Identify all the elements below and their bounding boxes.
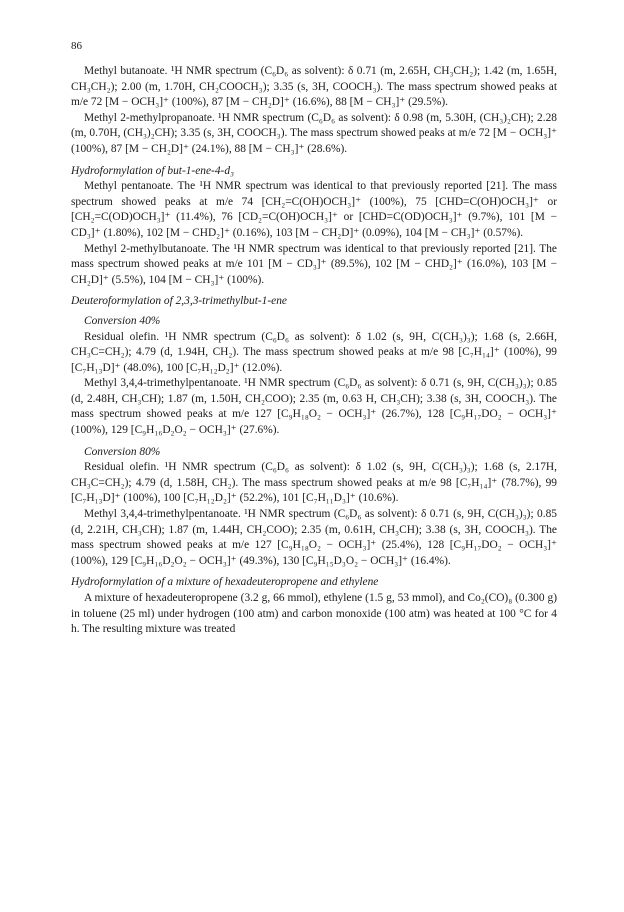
section-heading-hydroformylation-butene: Hydroformylation of but-1-ene-4-d₃ <box>71 164 234 177</box>
paragraph-residual-olefin-40: Residual olefin. ¹H NMR spectrum (C₆D₆ as solvent): δ 1.02 (s, 9H, C(CH₃)₃); 1.68 (s, 2.66H, CH₃C=CH₂); 4.79 (d, 1.94H, CH₂). The mass spectrum showed peaks at m/e 98 [C₇H₁₄]⁺ (100%), 99 [C₇H₁₃D]⁺ (48.0%), 100 [C₇H₁₂D₂]⁺ (12.0%). <box>71 330 557 374</box>
paragraph-trimethylpentanoate-40: Methyl 3,4,4-trimethylpentanoate. ¹H NMR spectrum (C₆D₆ as solvent): δ 0.71 (s, 9H, C(CH₃)₃); 0.85 (d, 2.48H, CH₃CH); 1.87 (m, 1.50H, CH₂COO); 2.35 (m, 0.63 H, CH₃CH); 3.38 (s, 3H, COOCH₃). The mass spectrum showed peaks at m/e 127 [C₉H₁₈O₂ − OCH₃]⁺ (26.7%), 128 [C₉H₁₇DO₂ − OCH₃]⁺ (100%), 129 [C₉H₁₆D₂O₂ − OCH₃]⁺ (27.6%). <box>71 377 557 437</box>
paragraph-mixture-procedure: A mixture of hexadeuteropropene (3.2 g, 66 mmol), ethylene (1.5 g, 53 mmol), and Co₂(CO)₈ (0.300 g) in toluene (25 ml) under hydrogen (100 atm) and carbon monoxide (100 atm) was heated at 100 °C for 4 h. The resulting mixture was treated <box>71 592 557 636</box>
paragraph-methyl-butanoate: Methyl butanoate. ¹H NMR spectrum (C₆D₆ as solvent): δ 0.71 (m, 2.65H, CH₃CH₂); 1.42 (m, 1.65H, CH₃CH₂); 2.00 (m, 1.70H, CH₂COOCH₃); 3.35 (s, 3H, COOCH₃). The mass spectrum showed peaks at m/e 72 [M − OCH₃]⁺ (100%), 87 [M − CH₂D]⁺ (16.6%), 88 [M − CH₃]⁺ (29.5%). <box>71 65 557 109</box>
page-number: 86 <box>71 40 82 52</box>
body-text <box>71 64 557 638</box>
paragraph-residual-olefin-80: Residual olefin. ¹H NMR spectrum (C₆D₆ as solvent): δ 1.02 (s, 9H, C(CH₃)₃); 1.68 (s, 2.17H, CH₃C=CH₂); 4.79 (d, 1.58H, CH₂). The mass spectrum showed peaks at m/e 98 [C₇H₁₄]⁺ (78.7%), 99 [C₇H₁₃D]⁺ (100%), 100 [C₇H₁₂D₂]⁺ (52.2%), 101 [C₇H₁₁D₃]⁺ (10.6%). <box>71 461 557 505</box>
paragraph-methyl-pentanoate: Methyl pentanoate. The ¹H NMR spectrum was identical to that previously reported [21]. The mass spectrum showed peaks at m/e 74 [CH₂=C(OH)OCH₃]⁺ (100%), 75 [CHD=C(OH)OCH₃]⁺ or [CH₂=C(OD)OCH₃]⁺ (11.4%), 76 [CD₂=C(OH)OCH₃]⁺ or [CHD=C(OD)OCH₃]⁺ (9.7%), 101 [M − CD₃]⁺ (1.80%), 102 [M − CHD₂]⁺ (0.16%), 103 [M − CH₂D]⁺ (0.09%), 104 [M − CH₃]⁺ (0.57%). <box>71 180 557 239</box>
subheading-conversion-40: Conversion 40% <box>84 314 161 327</box>
subheading-conversion-80: Conversion 80% <box>84 445 161 458</box>
section-heading-deuteroformylation: Deuteroformylation of 2,3,3-trimethylbut-1-ene <box>71 295 287 308</box>
paragraph-methyl-2-methylbutanoate: Methyl 2-methylbutanoate. The ¹H NMR spectrum was identical to that previously reported [21]. The mass spectrum showed peaks at m/e 101 [M − CD₃]⁺ (89.5%), 102 [M − CHD₂]⁺ (16.0%), 103 [M − CH₂D]⁺ (5.5%), 104 [M − CH₃]⁺ (100%). <box>71 242 557 286</box>
paragraph-methyl-2-methylpropanoate: Methyl 2-methylpropanoate. ¹H NMR spectrum (C₆D₆ as solvent): δ 0.98 (m, 5.30H, (CH₃)₂CH); 2.28 (m, 0.70H, (CH₃)₂CH); 3.35 (s, 3H, COOCH₃). The mass spectrum showed peaks at m/e 72 [M − OCH₃]⁺ (100%), 87 [M − CH₂D]⁺ (24.1%), 88 [M − CH₃]⁺ (28.6%). <box>71 111 557 155</box>
section-heading-hydroformylation-mixture: Hydroformylation of a mixture of hexadeuteropropene and ethylene <box>71 576 379 589</box>
paragraph-trimethylpentanoate-80: Methyl 3,4,4-trimethylpentanoate. ¹H NMR spectrum (C₆D₆ as solvent): δ 0.71 (s, 9H, C(CH₃)₃); 0.85 (d, 2.21H, CH₃CH); 1.87 (m, 1.44H, CH₂COO); 2.35 (m, 0.61H, CH₃CH); 3.38 (s, 3H, COOCH₃). The mass spectrum showed peaks at m/e 127 [C₉H₁₈O₂ − OCH₃]⁺ (25.4%), 128 [C₉H₁₇DO₂ − OCH₃]⁺ (100%), 129 [C₉H₁₆D₂O₂ − OCH₃]⁺ (49.3%), 130 [C₉H₁₅D₃O₂ − OCH₃]⁺ (16.4%). <box>71 508 557 567</box>
